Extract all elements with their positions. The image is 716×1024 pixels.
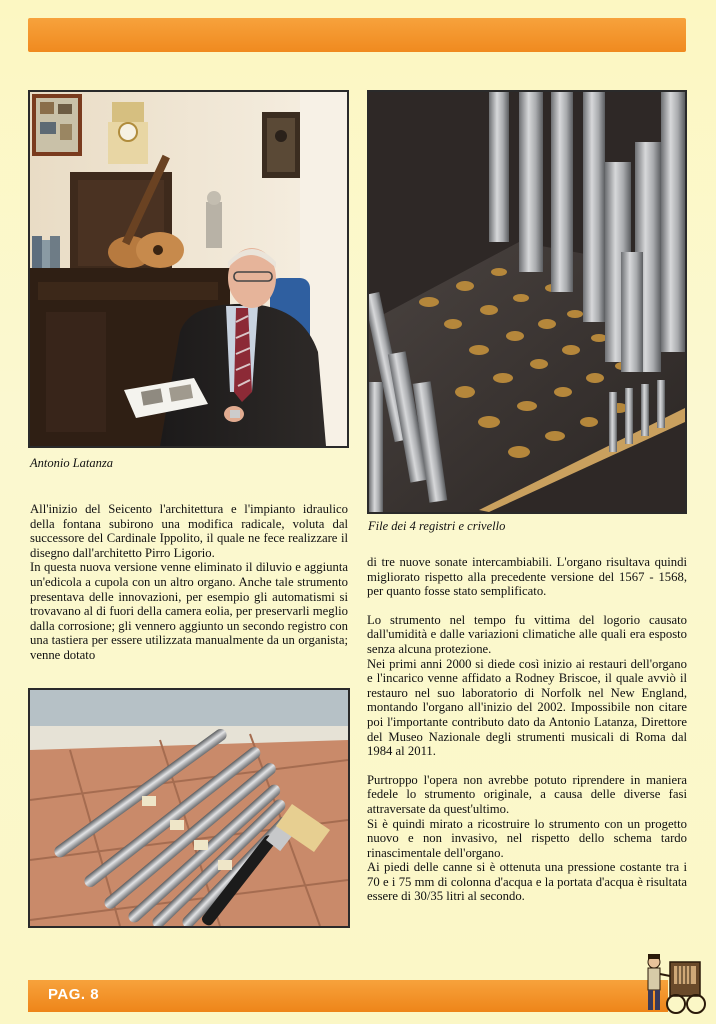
paragraph: In questa nuova versione venne eliminato il diluvio e aggiunta un'edicola a cupola con un altro organo. Anche tale strumento presentava delle innovazioni, per esempio gli automatismi si trovavano al di fuori della camera eolia, per preservarli meglio dalla corrosione; gli vennero aggiunto un secondo registro con una tastiera per essere utilizzata manualmente da un organista; venne dotato (30, 560, 348, 662)
portrait-caption: Antonio Latanza (30, 456, 113, 470)
left-text-column (30, 502, 348, 663)
paragraph: Lo strumento nel tempo fu vittima del logorio causato dall'umidità e dalle variazioni climatiche alle quali era esposto senza alcuna protezione. (367, 612, 687, 656)
portrait-photo (28, 90, 349, 448)
page-number: PAG. 8 (48, 986, 100, 1003)
pipes-rack-caption: File dei 4 registri e crivello (368, 519, 506, 533)
paragraph: Ai piedi delle canne si è ottenuta una pressione costante tra i 70 e i 75 mm di colonna d'acqua e la portata d'acqua è risultata essere di 30/35 litri al secondo. (367, 860, 687, 904)
paragraph: Si è quindi mirato a ricostruire lo strumento con un progetto nuovo e non invasivo, nel rispetto dello schema tardo rinascimentale dell'organo. (367, 816, 687, 860)
paragraph: Nei primi anni 2000 si diede così inizio ai restauri dell'organo e l'incarico venne affidato a Rodney Briscoe, il quale avviò il restauro nel suo laboratorio di Norfolk nel New England, montando l'organo all'inizio del 2002. Impossibile non citare poi l'importante contributo dato da Antonio Latanza, Direttore del Museo Nazionale degli strumenti musicali di Roma dal 1984 al 2011. (367, 656, 687, 759)
organ-pipes-photo-icon (369, 92, 685, 512)
pipes-on-floor-photo-icon (30, 690, 348, 926)
organ-pipes-photo (367, 90, 687, 514)
paragraph: Purtroppo l'opera non avrebbe potuto riprendere in maniera fedele lo strumento originale, a causa delle diverse fasi attraversate da quest'ultimo. (367, 772, 687, 816)
organ-grinder-mascot-icon (640, 952, 710, 1016)
bottom-orange-band (28, 980, 668, 1012)
right-text-column (367, 555, 687, 904)
paragraph: di tre nuove sonate intercambiabili. L'organo risultava quindi migliorato rispetto alla precedente versione del 1567 - 1568, per quanto fosse stato semplificato. (367, 555, 687, 599)
pipes-floor-photo (28, 688, 350, 928)
paragraph: All'inizio del Seicento l'architettura e l'impianto idraulico della fontana subirono una modifica radicale, voluta dal successore del Cardinale Ippolito, il quale ne fece realizzare il disegno dall'architetto Pirro Ligorio. (30, 502, 348, 560)
top-orange-band (28, 18, 686, 52)
man-in-study-photo-icon (30, 92, 347, 446)
